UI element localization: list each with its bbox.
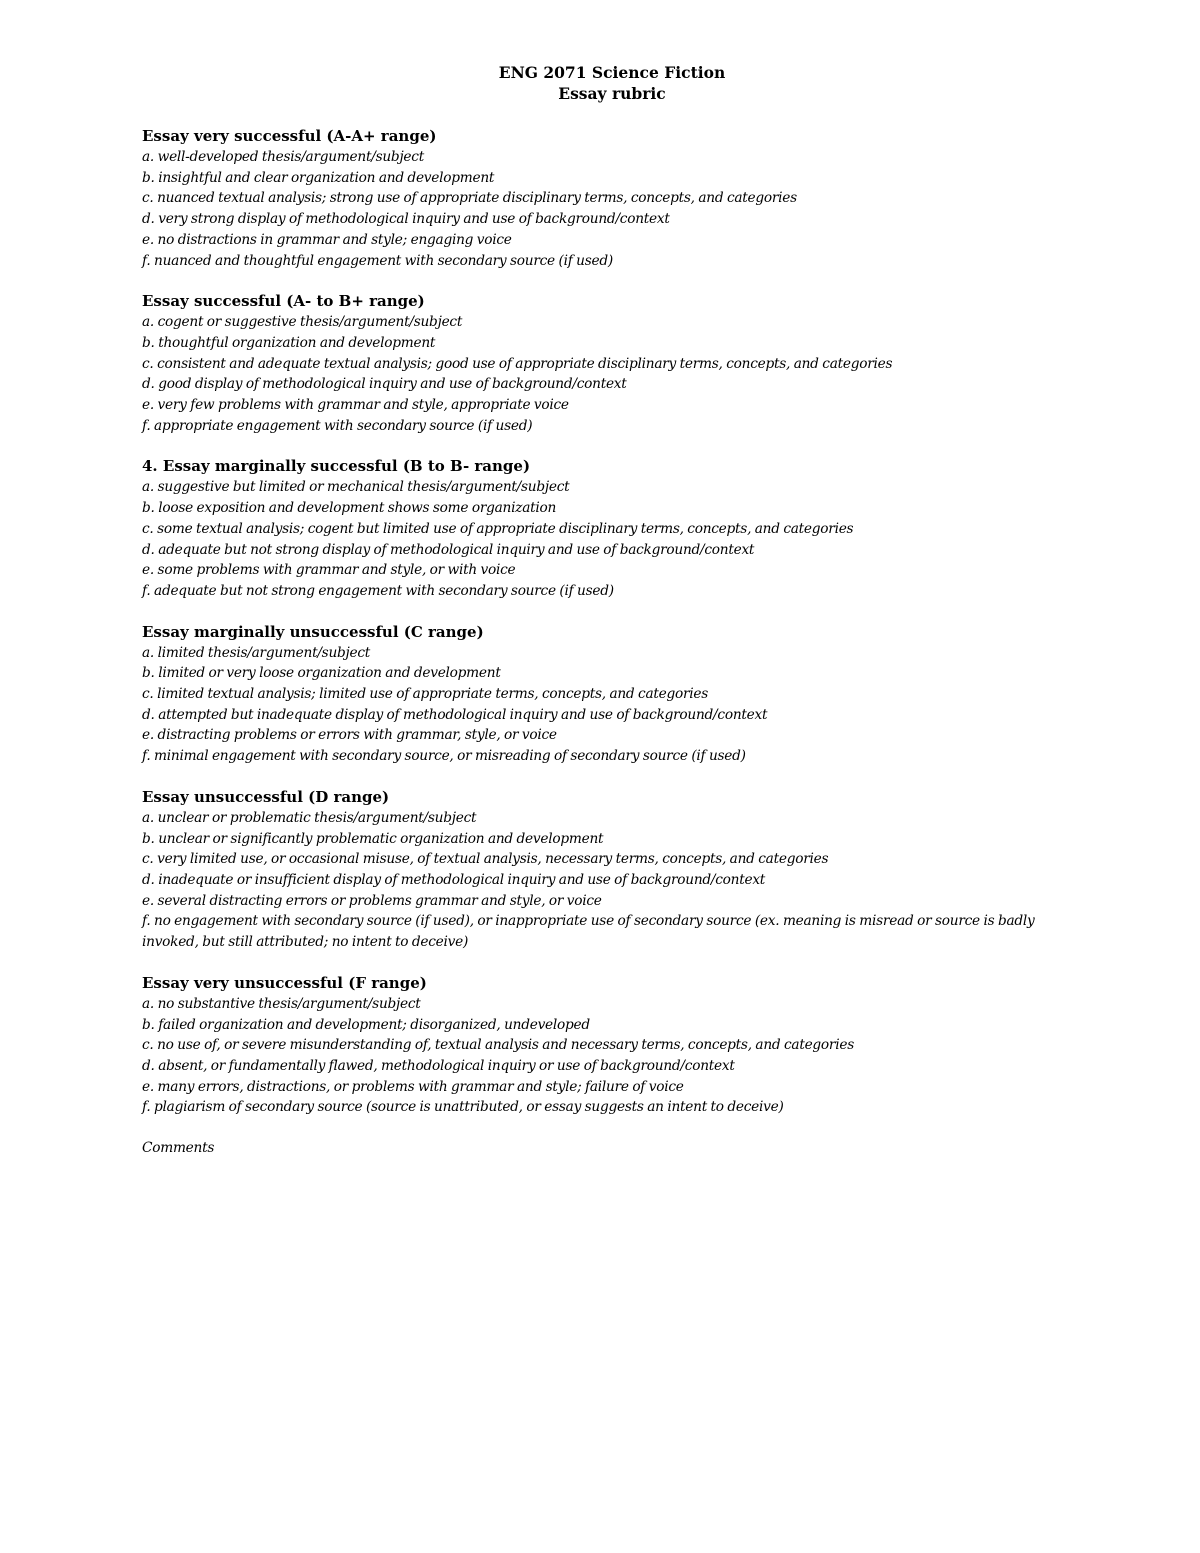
criterion-item: c. some textual analysis; cogent but limited use of appropriate disciplinary terms, concepts, and categories bbox=[142, 520, 854, 537]
criterion-item: a. unclear or problematic thesis/argument/subject bbox=[142, 809, 477, 826]
course-title: ENG 2071 Science Fiction bbox=[498, 63, 726, 82]
criterion-item: d. inadequate or insufficient display of methodological inquiry and use of background/context bbox=[142, 871, 766, 888]
criterion-item: e. some problems with grammar and style, or with voice bbox=[142, 562, 516, 579]
section-heading: Essay marginally unsuccessful (C range) bbox=[142, 622, 484, 641]
criterion-item: e. no distractions in grammar and style; engaging voice bbox=[142, 231, 512, 248]
criterion-item: f. nuanced and thoughtful engagement with secondary source (if used) bbox=[142, 252, 613, 269]
criterion-item: d. attempted but inadequate display of methodological inquiry and use of background/context bbox=[142, 706, 768, 723]
comments-label: Comments bbox=[142, 1140, 215, 1157]
criterion-item: b. thoughtful organization and development bbox=[142, 334, 436, 351]
criterion-item: a. no substantive thesis/argument/subject bbox=[142, 995, 421, 1012]
document-subtitle: Essay rubric bbox=[558, 84, 666, 103]
criterion-item: c. limited textual analysis; limited use of appropriate terms, concepts, and categories bbox=[142, 686, 709, 703]
rubric-section bbox=[142, 126, 1082, 271]
rubric-section bbox=[142, 456, 1082, 601]
criterion-item: c. nuanced textual analysis; strong use of appropriate disciplinary terms, concepts, and categories bbox=[142, 190, 797, 207]
criterion-item: a. cogent or suggestive thesis/argument/subject bbox=[142, 314, 463, 331]
criterion-item: d. absent, or fundamentally flawed, methodological inquiry or use of background/context bbox=[142, 1057, 735, 1074]
criterion-item: e. many errors, distractions, or problems with grammar and style; failure of voice bbox=[142, 1078, 684, 1095]
criterion-item: c. consistent and adequate textual analysis; good use of appropriate disciplinary terms, concepts, and categories bbox=[142, 355, 893, 372]
section-heading: Essay very unsuccessful (F range) bbox=[142, 973, 427, 992]
criterion-item: e. several distracting errors or problems grammar and style, or voice bbox=[142, 892, 602, 909]
rubric-section bbox=[142, 291, 1082, 436]
criterion-item: d. very strong display of methodological inquiry and use of background/context bbox=[142, 211, 670, 228]
criterion-item: d. good display of methodological inquiry and use of background/context bbox=[142, 376, 627, 393]
rubric-section bbox=[142, 973, 1082, 1118]
criterion-item: a. limited thesis/argument/subject bbox=[142, 644, 371, 661]
document-title-block bbox=[142, 62, 1082, 104]
criterion-item: b. unclear or significantly problematic organization and development bbox=[142, 830, 604, 847]
section-heading: Essay very successful (A-A+ range) bbox=[142, 127, 437, 145]
criterion-item: f. no engagement with secondary source (if used), or inappropriate use of secondary source (ex. meaning is misread or source is badly invoked, but still attributed; no intent to deceive) bbox=[142, 913, 1035, 951]
criterion-item: e. distracting problems or errors with grammar, style, or voice bbox=[142, 727, 557, 744]
criterion-item: a. well-developed thesis/argument/subject bbox=[142, 149, 424, 165]
criterion-item: c. no use of, or severe misunderstanding of, textual analysis and necessary terms, concepts, and categories bbox=[142, 1037, 854, 1054]
section-heading: Essay successful (A- to B+ range) bbox=[142, 292, 425, 311]
criterion-item: b. limited or very loose organization and development bbox=[142, 665, 501, 682]
criterion-item: f. appropriate engagement with secondary source (if used) bbox=[142, 417, 533, 434]
criterion-item: f. plagiarism of secondary source (source is unattributed, or essay suggests an intent to deceive) bbox=[142, 1099, 784, 1116]
criterion-item: b. failed organization and development; disorganized, undeveloped bbox=[142, 1016, 590, 1033]
document-page bbox=[142, 62, 1082, 1159]
criterion-item: a. suggestive but limited or mechanical thesis/argument/subject bbox=[142, 479, 570, 496]
criterion-item: f. adequate but not strong engagement with secondary source (if used) bbox=[142, 582, 614, 599]
criterion-item: b. loose exposition and development shows some organization bbox=[142, 500, 557, 517]
rubric-section bbox=[142, 787, 1082, 953]
section-heading: Essay unsuccessful (D range) bbox=[142, 787, 390, 806]
criterion-item: b. insightful and clear organization and development bbox=[142, 169, 495, 186]
criterion-item: c. very limited use, or occasional misuse, of textual analysis, necessary terms, concepts, and categories bbox=[142, 851, 829, 868]
criterion-item: d. adequate but not strong display of methodological inquiry and use of background/context bbox=[142, 541, 755, 558]
criterion-item: f. minimal engagement with secondary source, or misreading of secondary source (if used) bbox=[142, 748, 746, 765]
criterion-item: e. very few problems with grammar and style, appropriate voice bbox=[142, 397, 569, 414]
section-heading: 4. Essay marginally successful (B to B- range) bbox=[142, 457, 531, 476]
rubric-section bbox=[142, 622, 1082, 767]
rubric-sections bbox=[142, 126, 1082, 1118]
